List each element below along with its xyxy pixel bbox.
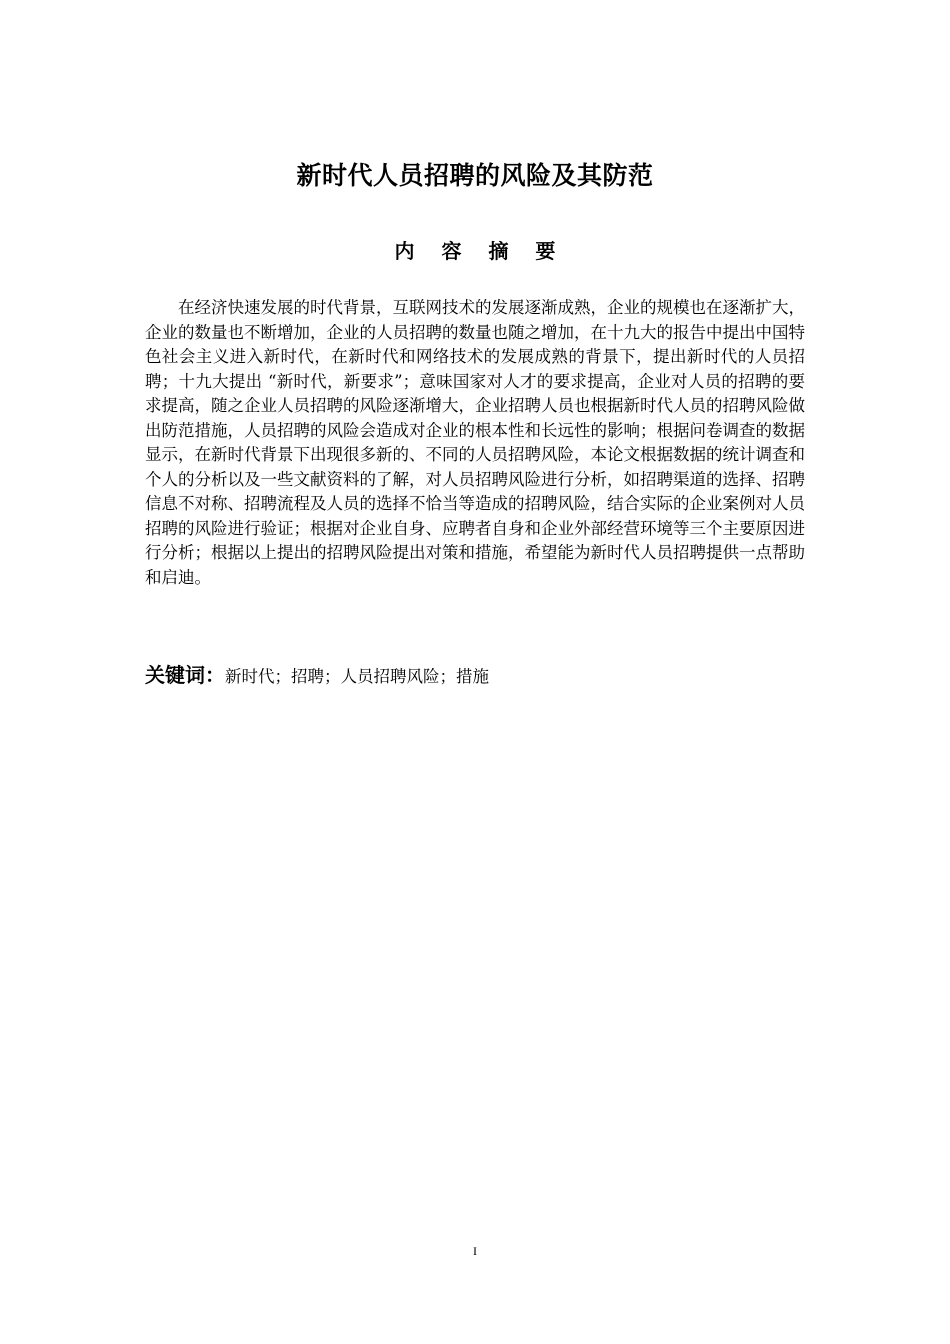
page-number: I [473,1244,477,1258]
keywords-text: 新时代；招聘；人员招聘风险；措施 [225,667,489,686]
keywords-line [145,660,805,692]
document-title: 新时代人员招聘的风险及其防范 [296,161,654,190]
abstract-paragraph: 在经济快速发展的时代背景，互联网技术的发展逐渐成熟，企业的规模也在逐渐扩大，企业的数量也不断增加，企业的人员招聘的数量也随之增加，在十九大的报告中提出中国特色社会主义进入新时代，在新时代和网络技术的发展成熟的背景下，提出新时代的人员招聘；十九大提出 “新时代，新要求”；意味国家对人才的要求提高，企业对人员的招聘的要求提高，随之企业人员招聘的风险逐渐增大，企业招聘人员也根据新时代人员的招聘风险做出防范措施，人员招聘的风险会造成对企业的根本性和长远性的影响；根据问卷调查的数据显示，在新时代背景下出现很多新的、不同的人员招聘风险，本论文根据数据的统计调查和个人的分析以及一些文献资料的了解，对人员招聘风险进行分析，如招聘渠道的选择、招聘信息不对称、招聘流程及人员的选择不恰当等造成的招聘风险，结合实际的企业案例对人员招聘的风险进行验证；根据对企业自身、应聘者自身和企业外部经营环境等三个主要原因进行分析；根据以上提出的招聘风险提出对策和措施，希望能为新时代人员招聘提供一点帮助和启迪。 [145,298,805,587]
abstract-heading: 内 容 摘 要 [394,239,566,263]
keywords-label: 关键词： [145,663,225,687]
